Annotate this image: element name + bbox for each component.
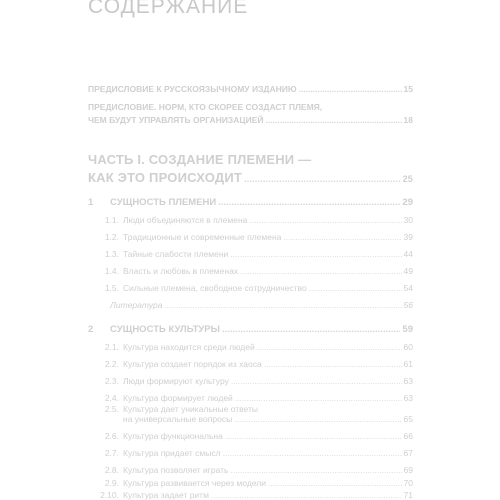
page-number: 71 xyxy=(403,490,413,500)
section-number: 1.3. xyxy=(104,249,119,259)
page-number: 63 xyxy=(403,376,413,386)
dot-leader xyxy=(244,174,401,184)
dot-leader xyxy=(268,478,402,488)
toc-entry-section[interactable] xyxy=(99,342,413,352)
section-number: 1.4. xyxy=(104,266,119,276)
entry-text: Культура дает уникальные ответы xyxy=(123,404,258,414)
toc-entry-section[interactable] xyxy=(99,478,413,488)
section-number: 2.10. xyxy=(100,490,119,500)
toc-entry-section[interactable] xyxy=(99,232,413,242)
entry-text: на универсальные вопросы xyxy=(123,414,233,424)
page-number: 39 xyxy=(403,232,413,242)
toc-title: СОДЕРЖАНИЕ xyxy=(88,0,249,18)
section-number: 1.5. xyxy=(104,283,119,293)
entry-text: Люди объединяются в племена xyxy=(123,215,248,225)
toc-entry-chapter2[interactable] xyxy=(88,324,413,335)
toc-entry-chapter1[interactable] xyxy=(88,197,413,208)
section-number: 2.3. xyxy=(104,376,119,386)
dot-leader xyxy=(299,84,402,94)
entry-text: СУЩНОСТЬ ПЛЕМЕНИ xyxy=(110,197,217,208)
page-number: 59 xyxy=(402,324,413,335)
entry-text: Культура позволяет играть xyxy=(123,465,229,475)
toc-entry-preface-ru[interactable] xyxy=(88,84,413,94)
entry-text: ЧЕМ БУДУТ УПРАВЛЯТЬ ОРГАНИЗАЦИЕЙ xyxy=(88,115,264,125)
dot-leader xyxy=(164,300,401,310)
dot-leader xyxy=(225,431,402,441)
dot-leader xyxy=(265,115,401,125)
page-number: 67 xyxy=(403,448,413,458)
toc-entry-section[interactable] xyxy=(123,414,413,424)
page-number: 15 xyxy=(403,84,413,94)
dot-leader xyxy=(223,448,402,458)
section-number: 1.1. xyxy=(104,215,119,225)
dot-leader xyxy=(211,490,402,500)
page-number: 49 xyxy=(403,266,413,276)
toc-entry-section-line1 xyxy=(99,404,258,414)
section-number: 2.9. xyxy=(104,478,119,488)
toc-entry-section[interactable] xyxy=(99,431,413,441)
page-number: 65 xyxy=(403,414,413,424)
page-number: 69 xyxy=(403,465,413,475)
entry-text: Культура формирует людей xyxy=(123,393,233,403)
page-number: 54 xyxy=(403,283,413,293)
entry-text: Власть и любовь в племенах xyxy=(123,266,239,276)
page-number: 44 xyxy=(403,249,413,259)
section-number: 2.7. xyxy=(104,448,119,458)
section-number: 2.2. xyxy=(104,359,119,369)
entry-text: ПРЕДИСЛОВИЕ К РУССКОЯЗЫЧНОМУ ИЗДАНИЮ xyxy=(88,84,297,94)
section-number: 2.6. xyxy=(104,431,119,441)
entry-text: Люди формируют культуру xyxy=(123,376,229,386)
toc-entry-section[interactable] xyxy=(99,490,413,500)
part-heading-line1: ЧАСТЬ I. СОЗДАНИЕ ПЛЕМЕНИ — xyxy=(88,152,312,167)
toc-entry-section[interactable] xyxy=(99,283,413,293)
toc-entry-section[interactable] xyxy=(99,465,413,475)
toc-entry-section[interactable] xyxy=(99,376,413,386)
dot-leader xyxy=(231,376,402,386)
section-number: 2.5. xyxy=(104,404,119,414)
page-number: 60 xyxy=(403,342,413,352)
page-number: 63 xyxy=(403,393,413,403)
dot-leader xyxy=(240,266,401,276)
toc-entry-section[interactable] xyxy=(99,393,413,403)
dot-leader xyxy=(309,283,402,293)
page-number: 18 xyxy=(403,115,413,125)
page-number: 70 xyxy=(403,478,413,488)
dot-leader xyxy=(264,359,402,369)
page-number: 25 xyxy=(402,174,413,184)
entry-text: Тайные слабости племени xyxy=(123,249,229,259)
section-number: 2.4. xyxy=(104,393,119,403)
section-number: 1.2. xyxy=(104,232,119,242)
chapter-number: 1 xyxy=(88,197,94,208)
toc-entry-section[interactable] xyxy=(99,215,413,225)
chapter-number: 2 xyxy=(88,324,94,335)
toc-entry-preface[interactable] xyxy=(88,115,413,125)
entry-text: Культура функциональна xyxy=(123,431,223,441)
page-number: 30 xyxy=(403,215,413,225)
entry-text: Культура находится среди людей xyxy=(123,342,255,352)
entry-text: СУЩНОСТЬ КУЛЬТУРЫ xyxy=(110,324,220,335)
toc-entry-section[interactable] xyxy=(99,266,413,276)
toc-entry-part1[interactable] xyxy=(88,170,413,185)
dot-leader xyxy=(249,215,401,225)
entry-text: Культура придает смысл xyxy=(123,448,221,458)
dot-leader xyxy=(222,324,400,335)
entry-text: Литература xyxy=(110,300,163,310)
entry-text: Культура задает ритм xyxy=(123,490,209,500)
dot-leader xyxy=(257,342,402,352)
dot-leader xyxy=(218,197,400,208)
entry-text: Культура создает порядок из хаоса xyxy=(123,359,262,369)
entry-text: Сильные племена, свободное сотрудничество xyxy=(123,283,307,293)
page-number: 66 xyxy=(403,431,413,441)
dot-leader xyxy=(283,232,401,242)
section-number: 2.1. xyxy=(104,342,119,352)
toc-entry-literature[interactable] xyxy=(110,300,413,310)
entry-text: Культура развивается через модели xyxy=(123,478,267,488)
page-number: 29 xyxy=(402,197,413,208)
page-number: 61 xyxy=(403,359,413,369)
page-number: 56 xyxy=(403,300,413,310)
dot-leader xyxy=(230,249,401,259)
entry-text: Традиционные и современные племена xyxy=(123,232,282,242)
toc-entry-preface-line1: ПРЕДИСЛОВИЕ. НОРМ, КТО СКОРЕЕ СОЗДАСТ ПЛЕМЯ, xyxy=(88,102,323,112)
dot-leader xyxy=(235,393,402,403)
dot-leader xyxy=(234,414,401,424)
toc-entry-section[interactable] xyxy=(99,448,413,458)
section-number: 2.8. xyxy=(104,465,119,475)
toc-entry-section[interactable] xyxy=(99,249,413,259)
toc-entry-section[interactable] xyxy=(99,359,413,369)
dot-leader xyxy=(231,465,402,475)
entry-text: КАК ЭТО ПРОИСХОДИТ xyxy=(88,170,243,185)
